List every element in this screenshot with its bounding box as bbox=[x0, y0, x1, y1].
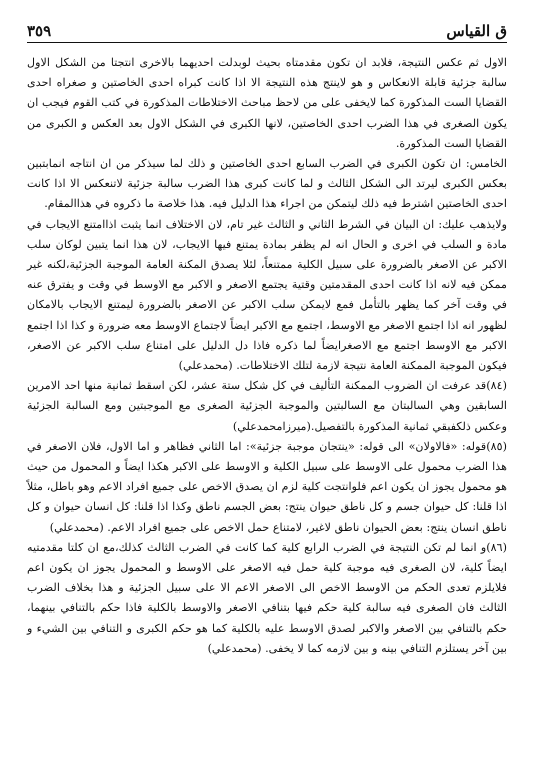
paragraph-objection: ولايذهب عليك: ان البيان في الشرط الثاني و الثالث غير تام، لان الاختلاف انما يثبت اذاامتنع الايجاب في مادة و السلب في اخرى و الحال انه لم يظفر بمادة يمتنع فيها الايجاب، لان هذا انما يتبين لوكان سلب الاكبر عن الاصغر بالضرورة على سبيل الكلية ممتنعاً، لئلا يصدق المكنة العامة الموجبة الجزئية،لكنه غير ممكن فيه لانه اذا كانت احدى المقدمتين وقتية يجتمع الاصغر و الاكبر مع الاوسط في وقت و يفترق عنه في وقت آخر كما يظهر بالتأمل فمع لايمكن سلب الاكبر عن الاصغر بالضرورة ليمتنع الايجاب بالامكان لظهور انه اذا اجتمع الاصغر مع الاوسط، اجتمع مع الاكبر ايضاً لاجتماع الاوسط معه ضرورة و كذا اذا اجتمع الاكبر مع الاوسط اجتمع مع الاصغرايضاً لما ذكره فاذا دل الدليل على امتناع سلب الاكبر عن الاصغر، فيكون الموجبة الممكنة العامة نتيجة لازمة لتلك الاختلاطات. (محمدعلي) bbox=[27, 217, 507, 373]
running-title: ق القياس bbox=[446, 22, 507, 40]
footnote-85: (٨٥)قوله: «فالاولان» الى قوله: «ينتجان موجبة جزئية»: اما الثاني فظاهر و اما الاول، فلان الاصغر في هذا الضرب محمول على الاوسط على سبيل الكلية و الاوسط على الاكبر هكذا ايضاً و المحمول من حيث هو محمول يجوز ان يكون اعم فلوانتجت كلية لزم ان يصدق الاخص على جميع افراد الاعم وهو باطل، مثلاً اذا قلنا: كل حيوان جسم و كل ناطق حيوان ينتج: بعض الجسم ناطق وكذا اذا قلنا: كل انسان حيوان و كل ناطق انسان ينتج: بعض الحيوان ناطق لاغير، لامتناع حمل الاخص على جميع افراد الاعم. (محمدعلي) bbox=[27, 439, 507, 534]
page-number: ٣٥٩ bbox=[27, 22, 52, 40]
page-body bbox=[27, 53, 507, 659]
footnote-84: (٨٤)قد عرفت ان الضروب الممكنة التأليف في كل شكل ستة عشر، لكن اسقط ثمانية منها احد الامرين السابقين وهي السالبتان مع السالبتين والموجبة الجزئية الصغرى مع الموجبتين ومع السالبة الجزئية وعكس ذلكفبقي ثمانية المذكورة بالتفصيل.(ميرزامحمدعلي) bbox=[27, 379, 507, 433]
footnote-86: (٨٦)و انما لم تكن النتيجة في الضرب الرابع كلية كما كانت في الضرب الثالث كذلك،مع ان كلتا مقدمتيه ايضاً كلية، لان الصغرى فيه موجبة كلية حمل فيه الاصغر على الاوسط و المحمول يجوز ان يكون اعم فلايلزم تعدى الحكم من الاوسط الاخص الى الاصغر الاعم الا على سبيل الجزئية و هذا بخلاف الضرب الثالث فان الصغرى فيه سالبة كلية حكم فيها بتنافي الاصغر والاوسط بالكلية فاذا حكم بالتنافي بينهما، حكم بالتنافي بين الاصغر والاكبر لصدق الاوسط عليه بالكلية كما هو حكم الكبرى و التنافي بين الشيء و بين آخر يستلزم التنافي بينه و بين لازمه كما لا يخفى. (محمدعلي) bbox=[27, 540, 507, 655]
running-header bbox=[27, 18, 507, 43]
paragraph-conditions-continued: الاول ثم عكس النتيجة، فلابد ان تكون مقدمتاه بحيث لوبدلت احديهما بالاخرى انتجتا من الشكل الاول سالبة جزئية قابلة الانعكاس و هو لاينتج هذه النتيجة الا اذا كانت كبراه احدى الخاصتين و صغراه احدى القضايا الست المذكورة كما لايخفى على من لاحظ مباحث الاختلاطات المذكورة في كتب القوم فيجب ان يكون الصغرى في هذا الضرب احدى الخاصتين، لانها الكبرى في الشكل الاول بعد العكس و الكبرى من القضايا الست المذكورة. bbox=[27, 56, 507, 150]
paragraph-fifth-condition: الخامس: ان تكون الكبرى في الضرب السابع احدى الخاصتين و ذلك لما سيذكر من ان انتاجه انمابتبين بعكس الكبرى ليرتد الى الشكل الثالث و لما كانت كبرى هذا الضرب سالبة جزئية لاتنعكس الا اذا كانت احدى الخاصتين اشترط فيه ذلك ليتمكن من اجراء هذا الدليل فيه. هذا خلاصة ما ذكروه في هذاالمقام. bbox=[27, 157, 507, 211]
